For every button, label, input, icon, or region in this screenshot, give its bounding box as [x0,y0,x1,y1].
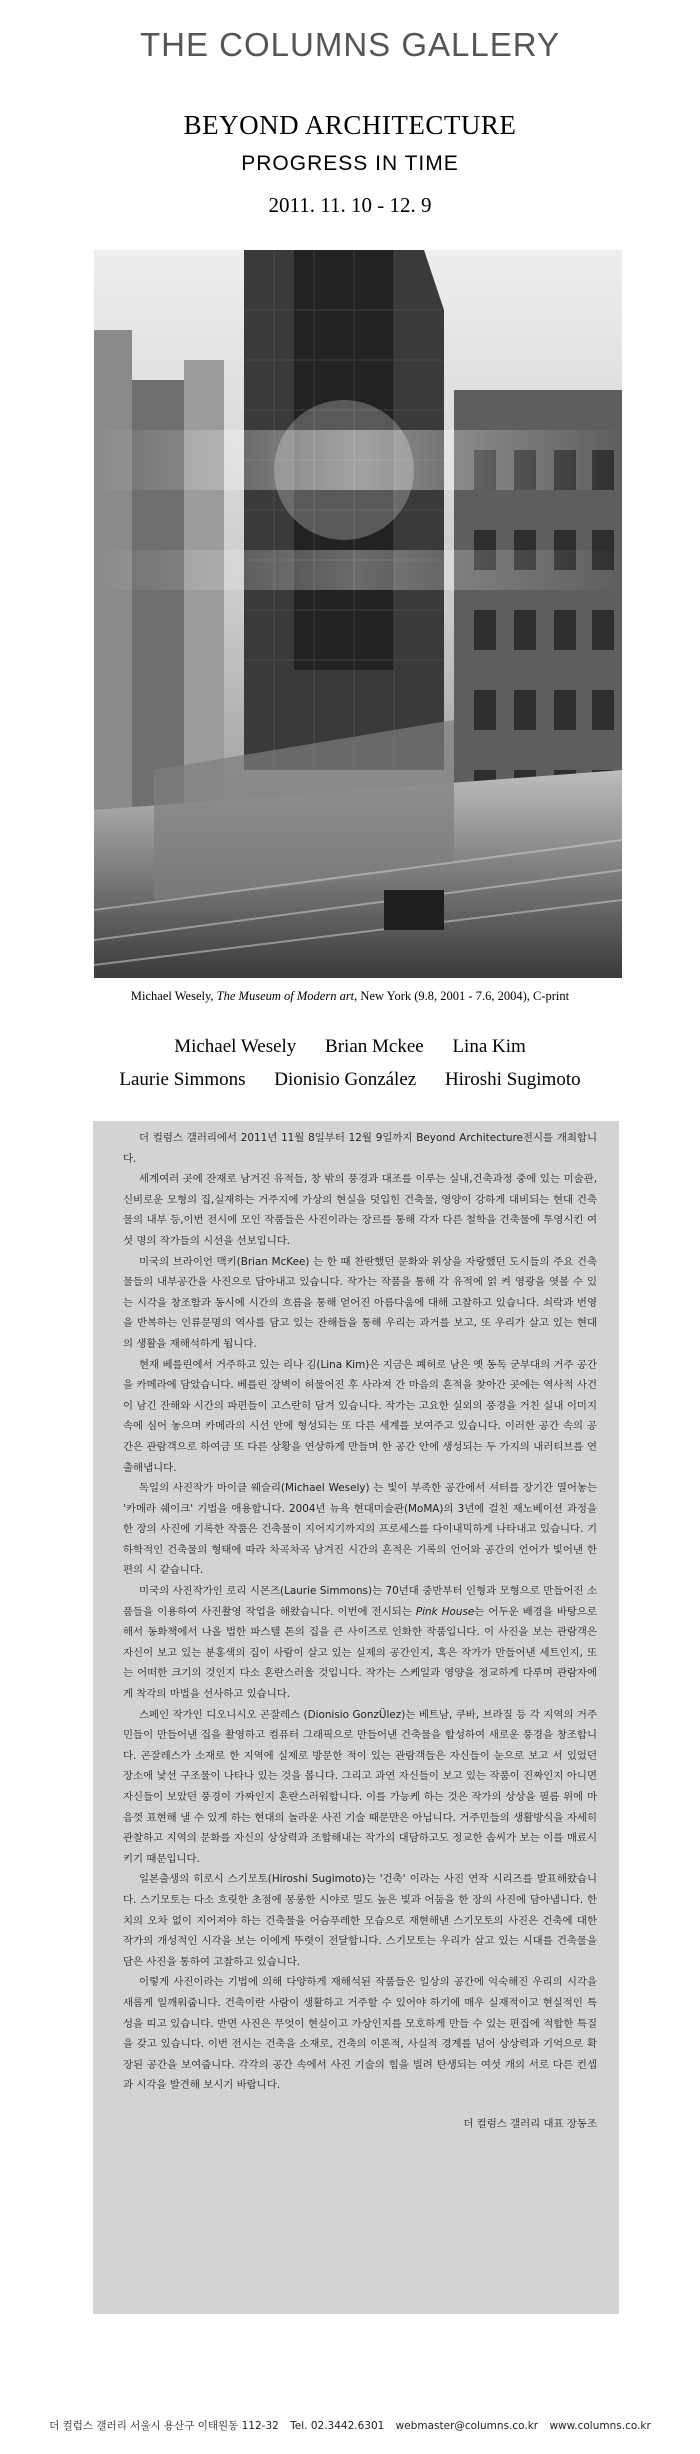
footer-address: 더 컬럼스 갤러리 서울시 용산구 이태원동 112-32 [49,2420,279,2432]
photo-caption [0,989,700,1004]
featured-photograph [94,250,622,978]
caption-artist: Michael Wesely, [130,989,214,1003]
artist-list-row-2 [0,1069,700,1091]
brian-mckee-paragraph: 미국의 브라이언 맥키(Brian McKee) 는 한 때 찬란했던 문화와 위상을 자랑했던 도시들의 주요 건축물들의 내부공간을 사진으로 담아내고 있습니다. 작가는 작품을 통해 각 유적에 얽 켜 영광을 엿볼 수 있는 시각을 창조함과 동시에 시간의 흐름을 통해 얻어진 아름다움에 대해 고찰하고 있습니다. 쇠락과 번영을 반복하는 인류문명의 역사를 담고 있는 잔해들을 통해 우리는 과거를 보고, 또 우리가 살고 있는 현대의 생활을 재해석하게 됩니다. [123,1255,597,1350]
artist-name: Lina Kim [452,1036,526,1057]
footer-website[interactable]: www.columns.co.kr [549,2420,651,2432]
footer-tel: Tel. 02.3442.6301 [290,2420,385,2432]
signature: 더 컬럼스 갤러리 대표 장동조 [463,2117,597,2130]
exhibition-subtitle: PROGRESS IN TIME [241,152,459,175]
artist-name: Michael Wesely [174,1036,297,1057]
caption-title: The Museum of Modern art [216,989,355,1003]
laurie-simmons-paragraph: 미국의 사진작가인 로리 시몬즈(Laurie Simmons)는 70년대 중반부터 인형과 모형으로 만들어진 소품들을 이용하여 사진촬영 작업을 해왔습니다. 이번에 전시되는 Pink House는 어두운 배경을 바탕으로 해서 동화책에서 나올 법한 파스텔 톤의 집을 큰 사이즈로 인화한 작품입니다. 이 사진을 보는 관람객은 자신이 보고 있는 분홍색의 집이 사람이 살고 있는 실제의 공간인지, 혹은 작가가 만들어낸 세트인지, 또는 어떠한 크기의 것인지 다소 혼란스러울 것입니다. 작가는 스케일과 영양을 정교하게 다루며 관람자에게 착각의 마법을 선사하고 있습니다. [123,1585,597,1701]
lina-kim-paragraph: 현재 베를린에서 거주하고 있는 리나 김(Lina Kim)은 지금은 폐허로 남은 옛 동독 군부대의 거주 공간을 카메라에 담았습니다. 베를린 장벽이 허물어진 후 사라져 간 마음의 흔적을 찾아간 곳에는 역사적 사건이 남긴 잔해와 시간의 파편들이 고스란히 담겨 있습니다. 작가는 고요한 실외의 풍경을 거친 실내 이미지 속에 심어 놓으며 카메라의 시선 안에 형성되는 또 다른 세계를 보여주고 있습니다. 이러한 공간 속의 공간은 관람객으로 하여금 또 다른 상황을 연상하게 만들며 한 공간 안에 생성되는 두 가지의 내러티브를 연출해냅니다. [123,1358,597,1474]
caption-details: , New York (9.8, 2001 - 7.6, 2004), C-print [354,989,570,1003]
hiroshi-sugimoto-paragraph: 일본출생의 히로시 스기모토(Hiroshi Sugimoto)는 '건축' 이라는 사진 연작 시리즈를 발표해왔습니다. 스기모토는 다소 흐릿한 초점에 몽롱한 시야로 밀도 높은 빛과 어둠을 한 장의 사진에 담아냅니다. 한 치의 오차 없이 지어져야 하는 건축물을 어슴푸레한 모습으로 재현해낸 스기모토의 사진은 건축에 대한 작가의 개성적인 시각을 보는 이에게 뚜렷이 전달합니다. 스기모토는 우리가 살고 있는 시대를 건축물을 담은 사진을 통하여 고찰하고 있습니다. [123,1873,597,1968]
pink-house-title: Pink House [415,1605,475,1618]
artist-name: Brian Mckee [325,1036,424,1057]
exhibition-description [93,1121,619,2314]
artist-name: Laurie Simmons [119,1069,246,1090]
intro-paragraph: 더 컬럼스 갤러리에서 2011년 11월 8일부터 12월 9일까지 Beyond Architecture전시를 개최합니다. [123,1132,597,1165]
exhibition-dates: 2011. 11. 10 - 12. 9 [268,193,432,217]
artist-name: Dionisio González [274,1069,417,1090]
dionisio-gonzalez-paragraph: 스페인 작가인 디오니시오 곤잘레스 (Dionisio GonzÜlez)는 베트남, 쿠바, 브라질 등 각 지역의 거주민들이 만들어낸 집을 촬영하고 컴퓨터 그래픽으로 만들어낸 건축물을 합성하여 새로운 풍경을 창조합니다. 곤잘레스가 소재로 한 지역에 실제로 방문한 적이 있는 관람객들은 자신들이 눈으로 보고 서 있었던 장소에 낯선 구조물이 나타나 있는 것을 봅니다. 그리고 과연 자신들이 보고 있는 작품이 진짜인지 아니면 자신들이 보았던 풍경이 가짜인지 혼란스러워합니다. 이를 가능케 하는 것은 작가의 상상을 필름 위에 마음껏 표현해 낼 수 있게 하는 현대의 놀라운 사진 기술 때문만은 아닙니다. 거주민들의 생활방식을 자세히 관찰하고 지역의 문화를 자신의 상상력과 조합해내는 작가의 대담하고도 정교한 솜씨가 보는 이를 매료시키기 때문입니다. [123,1708,597,1865]
artist-name: Hiroshi Sugimoto [444,1069,581,1090]
footer [0,2418,700,2433]
closing-paragraph: 이렇게 사진이라는 기법에 의해 다양하게 재해석된 작품들은 일상의 공간에 익숙해진 우리의 시각을 새롭게 일깨워줍니다. 건축이란 사람이 생활하고 거주할 수 있어야 하기에 매우 실재적이고 현실적인 특성을 띠고 있습니다. 반면 사진은 무엇이 현실이고 가상인지를 모호하게 만들 수 있는 편집에 적합한 특질을 갖고 있습니다. 이번 전시는 건축을 소재로, 건축의 이론적, 사실적 경계를 넘어 상상력과 기억으로 확장된 공간을 보여줍니다. 각각의 공간 속에서 사진 기술의 힘을 빌려 탄생되는 여섯 개의 서로 다른 컨셉과 시각을 발견해 보시기 바랍니다. [123,1976,597,2092]
footer-email[interactable]: webmaster@columns.co.kr [395,2420,539,2432]
artist-list-row-1 [0,1036,700,1058]
michael-wesely-paragraph: 독일의 사진작가 마이클 웨슬리(Michael Wesely) 는 빛이 부족한 공간에서 셔터를 장기간 열어놓는 '카메라 쉐이크' 기법을 애용합니다. 2004년 뉴욕 현대미술관(MoMA)의 3년에 걸친 재노베이션 과정을 한 장의 사진에 기록한 작품은 건축물이 지어지기까지의 프로세스를 다이내믹하게 나타내고 있습니다. 기하학적인 건축물의 형태에 따라 차곡차곡 남겨진 시간의 흔적은 기록의 언어와 공간의 언어가 빛어낸 한 편의 시 같습니다. [123,1482,597,1577]
exhibition-title: BEYOND ARCHITECTURE [183,110,517,140]
gallery-name: THE COLUMNS GALLERY [140,26,560,63]
overview-paragraph: 세계여러 곳에 잔재로 남겨진 유적들, 창 밖의 풍경과 대조를 이루는 실내,건축과정 중에 있는 미술관,신비로운 모형의 집,실재하는 거주지에 가상의 현실을 덧입힌 건축물, 영양이 강하게 대비되는 현대 건축물의 내부 등,이번 전시에 모인 작품들은 사진이라는 장르를 통해 각자 다른 철학을 건축물에 투영시킨 여섯 명의 작가들의 시선을 선보입니다. [123,1173,597,1247]
